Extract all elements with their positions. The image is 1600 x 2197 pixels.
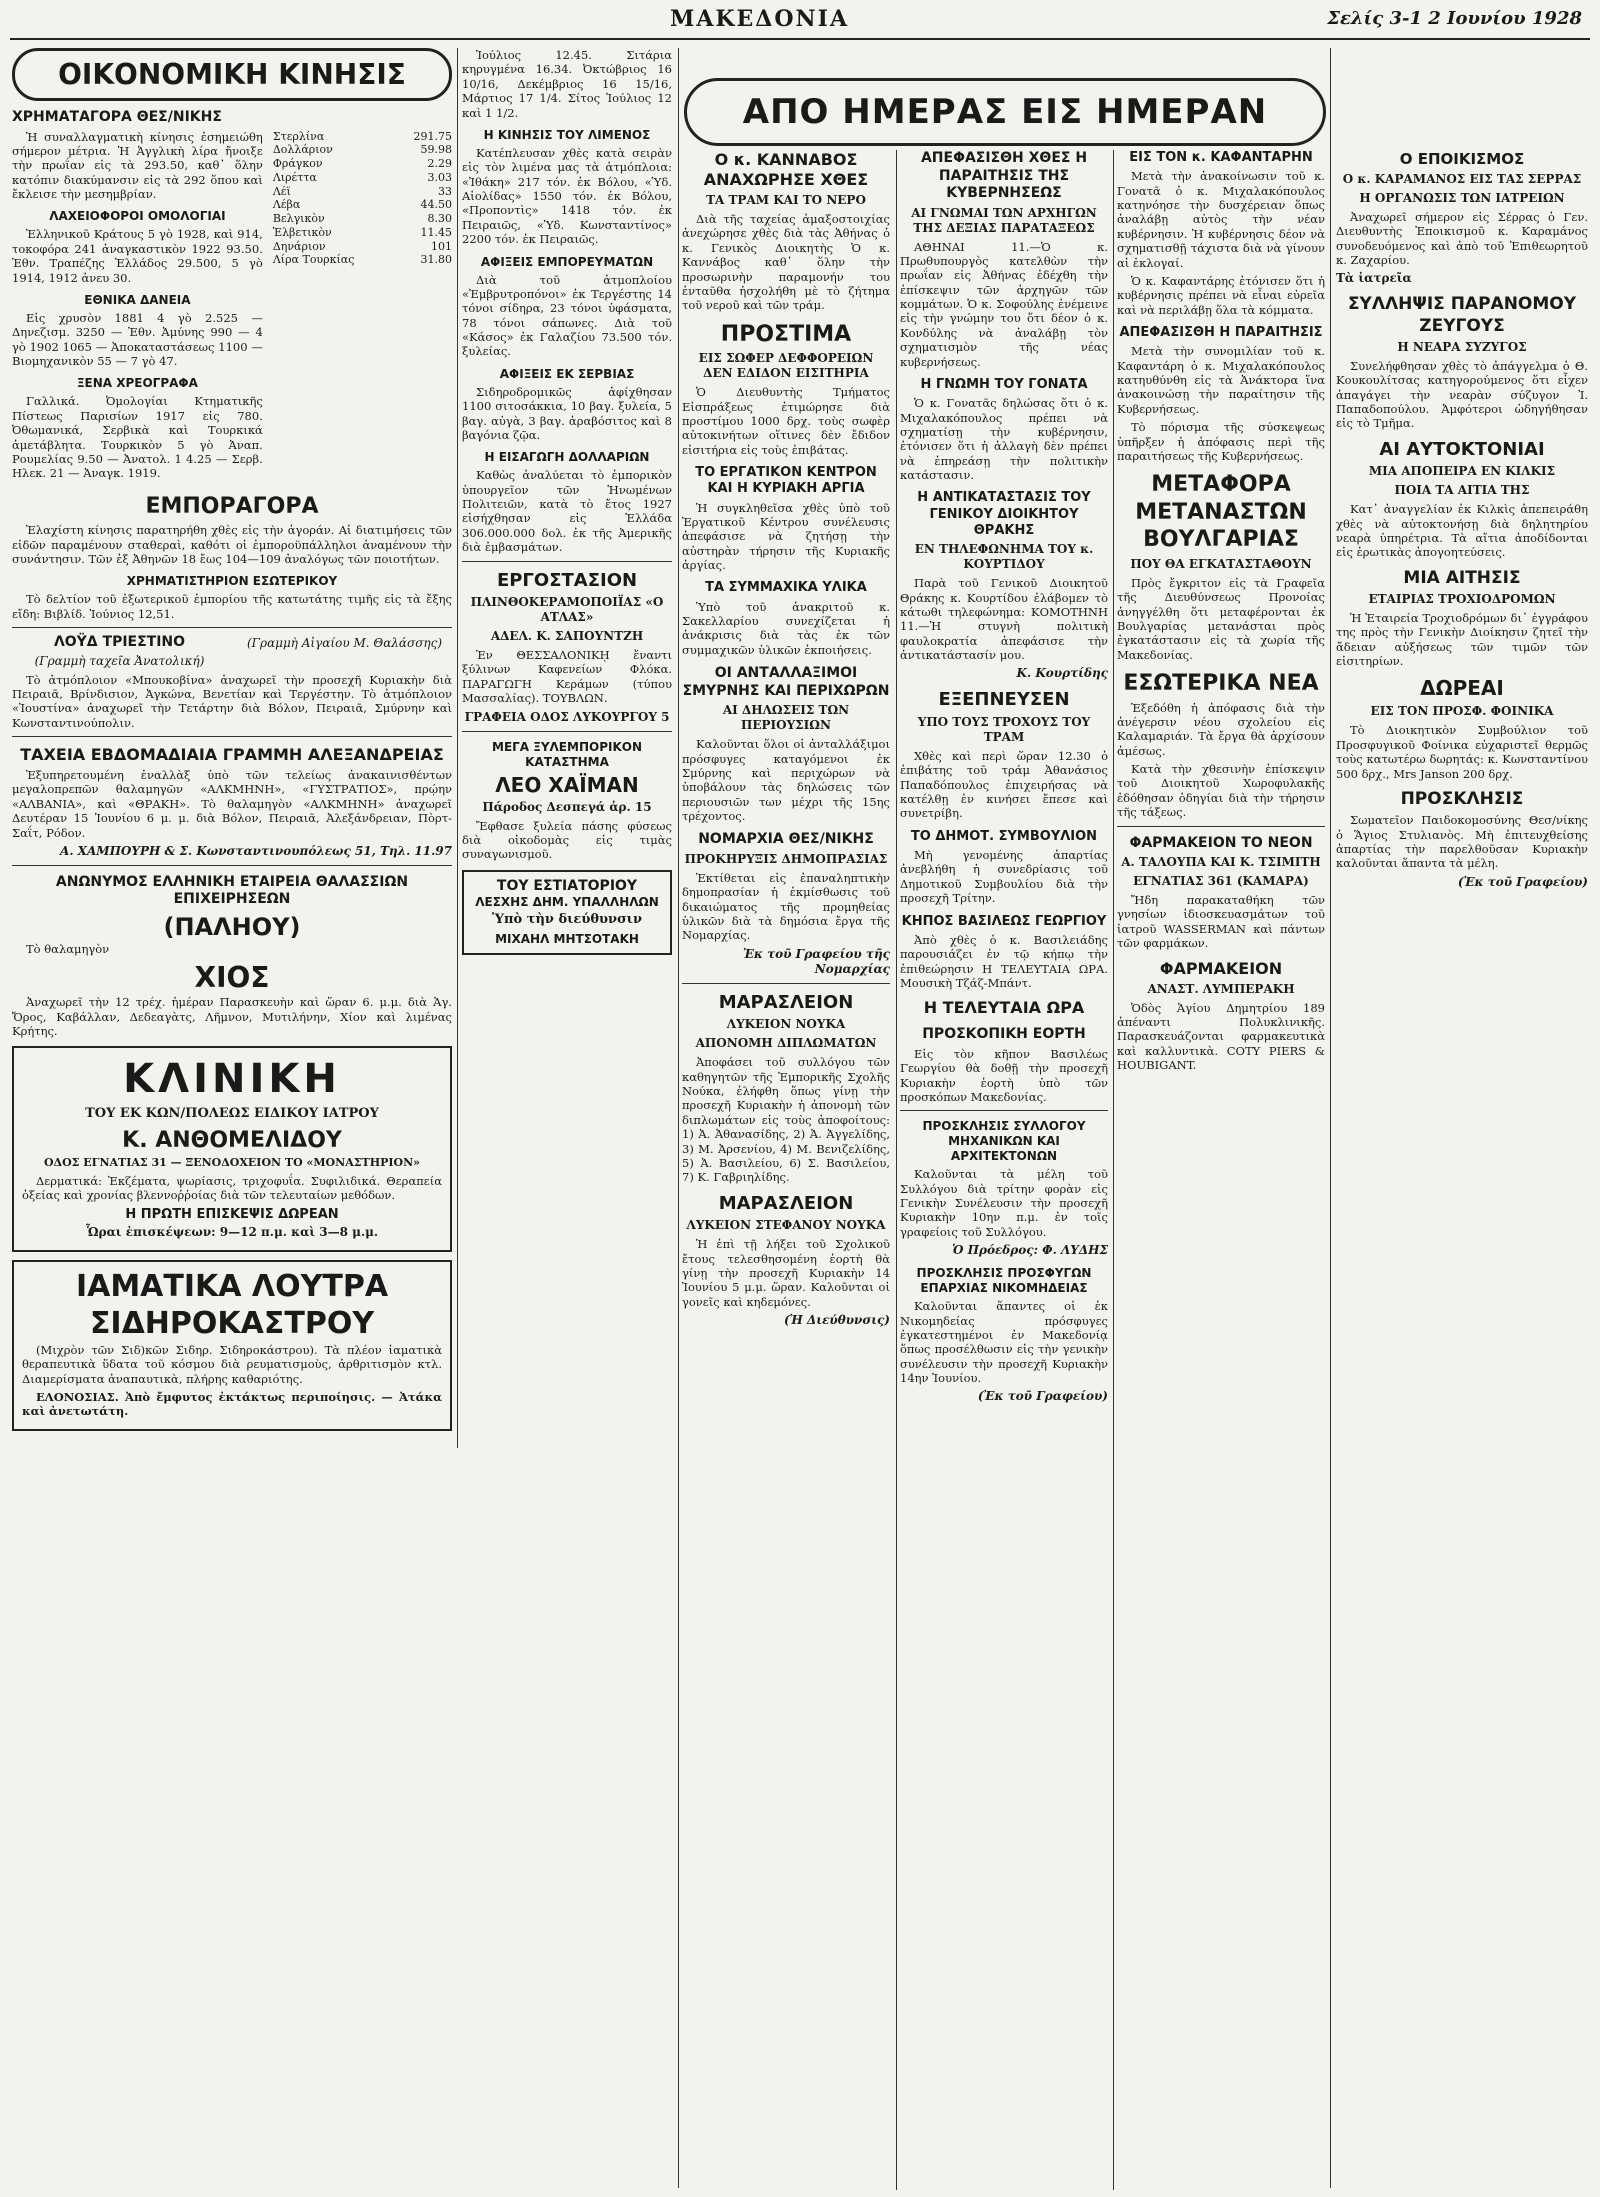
dollar-text: Καθὼς ἀναλύεται τὸ ἐμπορικὸν ὑπουργεῖον τῶν Ἡνωμένων Πολιτειῶν, κατὰ τὸ ἔτος 1927 εἰσήχθησαν εἰς Ἑλλάδα 306.000.000 δολ. ἐκ τῆς Ἀμερικῆς διὰ ἐμβασμάτων. bbox=[462, 468, 672, 555]
factory-title: ΕΡΓΟΣΤΑΣΙΟΝ bbox=[496, 569, 638, 591]
commerce-text: Ἐλαχίστη κίνησις παρατηρήθη χθὲς εἰς τὴν ἀγοράν. Αἱ διατιμήσεις τῶν εἰδῶν παραμένουν σταθεραὶ, καθότι οἱ ἐμποροϋπάλληλοι ἀναμένουν τὴν συνάντησιν. Τῶν ἐξ Ἀθηνῶν 18 ἔως 104—109 ἀναλόγως τῶν ποιοτήτων. bbox=[12, 523, 452, 566]
gonatas-text: Ὁ κ. Γονατᾶς δηλώσας ὅτι ὁ κ. Μιχαλακόπουλος πρέπει νὰ σχηματίσῃ τὴν κυβέρνησιν, ἐτόνισεν ὅτι ἡ ἀλλαγὴ δὲν πρέπει νὰ ἐπηρεάσῃ τὴν πολιτικὴν κατάστασιν. bbox=[900, 396, 1108, 482]
exchange-text: Τὸ δελτίον τοῦ ἐξωτερικοῦ ἐμπορίου τῆς κατωτάτης τιμῆς εἰς τὰ ἔξης εἴδη: Βιβλίδ. Ἰούνιος 12,51. bbox=[12, 592, 452, 621]
fine-title: ΠΡΟΣΤΙΜΑ bbox=[720, 321, 852, 347]
decide-text-2: Τὸ πόρισμα τῆς σύσκεψεως ὑπῆρξεν ἡ ἀπόφασις περὶ τῆς παραιτήσεως τῆς Κυβερνήσεως. bbox=[1117, 420, 1325, 463]
clinic-title: ΚΛΙΝΙΚΗ bbox=[123, 1056, 341, 1103]
masthead bbox=[10, 4, 1590, 40]
rate-row: Λέβα 44.50 bbox=[272, 198, 452, 212]
marasleion-text: Ἀποφάσει τοῦ συλλόγου τῶν καθηγητῶν τῆς Ἐμπορικῆς Σχολῆς Νούκα, ἐλήφθη ὅπως γίνῃ τὴν προσεχῆ Κυριακὴν ἡ ἀπονομὴ τῶν διπλωμάτων εἰς τοὺς ἀποφοίτους: 1) Ἀ. Ἀθανασίδης, 2) Ἀ. Ἀγγελίδης, 3) Μ. Ἀρσενίου, 4) Μ. Βενιζελίδης, 5) Ἀ. Βασιλείου, 6) Σ. Βασιλείου, 7) Κ. Γαβριηλίδης. bbox=[682, 1055, 890, 1185]
goods-title: ΑΦΙΞΕΙΣ ΕΜΠΟΡΕΥΜΑΤΩΝ bbox=[480, 254, 654, 269]
clinic-subtitle: ΤΟΥ ΕΚ ΚΩΝ/ΠΟΛΕΩΣ ΕΙΔΙΚΟΥ ΙΑΤΡΟΥ bbox=[85, 1106, 379, 1122]
column-city-news bbox=[682, 150, 890, 2190]
restaurant-text: Ὑπὸ τὴν διεύθυνσιν bbox=[492, 912, 642, 928]
refugee-text: Καλοῦνται ἅπαντες οἱ ἐκ Νικομηδείας πρόσφυγες ἐγκατεστημένοι ἐν Μακεδονίᾳ ὅπως προσέλθωσιν εἰς τὴν γενικὴν συνέλευσιν τὴν προσεχῆ Κυριακὴν 14ην Ἰουνίου. bbox=[900, 1299, 1108, 1385]
rate-row: Λιρέττα 3.03 bbox=[272, 170, 452, 184]
fall-text: Χθὲς καὶ περὶ ὥραν 12.30 ὁ ἐπιβάτης τοῦ τράμ Ἀθανάσιος Παπαδόπουλος ἐπιχειρήσας νὰ κατέλθῃ ἐν κινήσει ἔπεσε καὶ συνετρίβη. bbox=[900, 748, 1108, 821]
ship-label: Τὸ θαλαμηγὸν bbox=[26, 941, 110, 956]
foreign-title: ΞΕΝΑ ΧΡΕΟΓΡΑΦΑ bbox=[76, 376, 198, 391]
lloyd-title: ΛΟΫΔ ΤΡΙΕΣΤΙΝΟ bbox=[53, 634, 186, 650]
invite-text: Καλοῦνται τὰ μέλη τοῦ Συλλόγου διὰ τρίτην φορὰν εἰς Γενικὴν Συνέλευσιν τὴν προσεχῆ Κυριακὴν 10ην π.μ. ἐν τοῖς γραφείοις τοῦ Συλλόγου. bbox=[900, 1167, 1108, 1239]
factory-subtitle: ΠΛΙΝΘΟΚΕΡΑΜΟΠΟΙΪΑΣ «Ο ΑΤΛΑΣ» bbox=[470, 595, 664, 624]
dollar-title: Η ΕΙΣΑΓΩΓΗ ΔΟΛΛΑΡΙΩΝ bbox=[484, 450, 650, 465]
suicide-text: Κατ᾽ ἀναγγελίαν ἐκ Κιλκὶς ἀπεπειράθη χθὲς νὰ αὐτοκτονήσῃ διὰ δηλητηρίου νεαρὰ ὑπηρέτρια. Τὰ αἴτια ἀποδίδονται εἰς ἐρωτικὰς ἀπογοητεύσεις. bbox=[1336, 502, 1588, 560]
factory-text: Ἐν ΘΕΣΣΑΛΟΝΙΚῌ ἔναντι ξύλινων Καφενείων Φλόκα. ΠΑΡΑΓΩΓΗ Κεράμων (τύπου Μασσαλίας). ΤΟΥΒΛΩΝ. bbox=[462, 648, 672, 706]
kafantaris-text: Μετὰ τὴν ἀνακοίνωσιν τοῦ κ. Γονατᾶ ὁ κ. Μιχαλακόπουλος κατηνόησε τὴν δυσχέρειαν ὅπως ἀναλάβῃ αὐτὸς τὴν νέαν κυβέρνησιν. Ἡ κυβέρνησις δέον νὰ σχηματισθῇ τάχιστα διὰ νὰ γίνουν αἱ ἐκλογαί. bbox=[1117, 169, 1325, 270]
fine-subtitle: ΕΙΣ ΣΩΦΕΡ ΔΕΦΦΟΡΕΙΩΝ ΔΕΝ ΕΔΙΔΟΝ ΕΙΣΙΤΗΡΙΑ bbox=[698, 351, 874, 381]
markets-title: ΧΡΗΜΑΤΑΓΟΡΑ ΘΕΣ/ΝΙΚΗΣ bbox=[12, 109, 222, 125]
clinic-free: Η ΠΡΩΤΗ ΕΠΙΣΚΕΨΙΣ ΔΩΡΕΑΝ bbox=[125, 1206, 339, 1222]
arrest-text: Συνελήφθησαν χθὲς τὸ ἀπάγγελμα ὁ Θ. Κουκουλίτσας κατηγορούμενος ὅτι εἶχεν ἀπαγάγει τὴν νεαρὰν σύζυγον Ἰ. Παπαδοπούλου. Ἀμφότεροι ὡδηγήθησαν εἰς τὸ Τμῆμα. bbox=[1336, 358, 1588, 431]
column-government bbox=[1117, 150, 1325, 2190]
baths-text: (Μιχρὸν τῶν Σιδ)κῶν Σιδηρ. Σιδηροκάστρου). Τὰ πλέον ἰαματικὰ θεραπευτικὰ ὕδατα τοῦ κόσμου διὰ ρευματισμοὺς, ἀρθριτισμὸν κτλ. Διαμερίσματα ἀναπαυτικὰ, πλήρης καθαριότης. bbox=[22, 1342, 442, 1386]
foreign-text: Γαλλικά. Ὀμολογίαι Κτηματικῆς Πίστεως Παρισίων 1917 εἰς 780. Ὀθωμανικά, Σερβικὰ καὶ Τουρκικά ἀμετάβλητα. Τουρκικὸν 5 γὸ Ἀναπ. Ρουμελίας 9.50 — Ἀνατολ. 1 4.25 — Σερβ. Ηλεκ. 21 — Ἀναγκ. 1919. bbox=[12, 394, 263, 481]
rate-row: Βελγικὸν 8.30 bbox=[272, 212, 452, 225]
exchange-refugees-title: ΟΙ ΑΝΤΑΛΛΑΞΙΜΟΙ ΣΜΥΡΝΗΣ ΚΑΙ ΠΕΡΙΧΩΡΩΝ bbox=[682, 665, 890, 699]
settlement-subtitle-2: Η ΟΡΓΑΝΩΣΙΣ ΤΩΝ ΙΑΤΡΕΙΩΝ bbox=[1359, 190, 1565, 205]
kafantaris-text-2: Ὁ κ. Καφαντάρης ἐτόνισεν ὅτι ἡ κυβέρνησις πρέπει νὰ εἶναι εὐρεῖα καὶ νὰ περιλάβῃ ὅλα τὰ κόμματα. bbox=[1117, 273, 1325, 317]
express-title: ΤΑΧΕΙΑ ΕΒΔΟΜΑΔΙΑΙΑ ΓΡΑΜΜΗ ΑΛΕΞΑΝΔΡΕΙΑΣ bbox=[20, 745, 444, 764]
shop-name: ΛΕΟ ΧΑΪΜΑΝ bbox=[495, 772, 639, 797]
clinic-text: Δερματικά: Ἐκζέματα, ψωρίασις, τριχοφυΐα. Συφιλιδικά. Θεραπεία ὀξείας καὶ χρονίας βλεννοῤῥοίας διὰ τῶν τελευταίων μεθόδων. bbox=[22, 1173, 442, 1203]
rate-row: Δολλάριον 59.98 bbox=[272, 143, 452, 157]
move-title: ΜΕΤΑΦΟΡΑ ΜΕΤΑΝΑΣΤΩΝ ΒΟΥΛΓΑΡΙΑΣ bbox=[1135, 472, 1307, 553]
rate-row: Ἑλβετικὸν 11.45 bbox=[272, 225, 452, 239]
kannavos-text: Διὰ τῆς ταχείας ἀμαξοστοιχίας ἀνεχώρησε χθὲς διὰ τὰς Ἀθήνας ὁ κ. Γενικὸς Διοικητὴς Ὁ κ. Καννάβος καθ᾽ ὅλην τὴν προσωρινὴν παραμονήν του ἐνταῦθα ἠσχολήθη μὲ τὸ ζήτημα τοῦ νεροῦ καὶ τῶν τράμ. bbox=[682, 212, 890, 313]
ship-name: ΧΙΟΣ bbox=[194, 961, 270, 995]
factory-footer: ΓΡΑΦΕΙΑ ΟΔΟΣ ΛΥΚΟΥΡΓΟΥ 5 bbox=[464, 709, 670, 724]
prefecture-signature: Ἐκ τοῦ Γραφείου τῆς Νομαρχίας bbox=[742, 946, 890, 976]
settlement-note: Τὰ ἰατρεῖα bbox=[1336, 271, 1412, 286]
clinic-address: ΟΔΟΣ ΕΓΝΑΤΙΑΣ 31 — ΞΕΝΟΔΟΧΕΙΟΝ ΤΟ «ΜΟΝΑΣΤΗΡΙΟΝ» bbox=[43, 1156, 421, 1170]
exchange-refugees-text: Καλοῦνται ὅλοι οἱ ἀνταλλάξιμοι πρόσφυγες καταγόμενοι ἐκ Σμύρνης καὶ περιχώρων νὰ ὑποβάλουν τὰς δηλώσεις τῶν περιουσιῶν των μέχρι τῆς 15ης τρέχοντος. bbox=[682, 737, 890, 823]
company-title: ΑΝΩΝΥΜΟΣ ΕΛΛΗΝΙΚΗ ΕΤΑΙΡΕΙΑ ΘΑΛΑΣΣΙΩΝ ΕΠΙΧΕΙΡΗΣΕΩΝ bbox=[55, 873, 409, 908]
ally-text: Ὑπὸ τοῦ ἀνακριτοῦ κ. Σακελλαρίου συνεχίζεται ἡ ἀνάκρισις διὰ τὰς ἐκ τῶν συμμαχικῶν ὑλικῶν ἐκποιήσεις. bbox=[682, 599, 890, 657]
pharmacy1-title: ΦΑΡΜΑΚΕΙΟΝ ΤΟ ΝΕΟΝ bbox=[1129, 834, 1313, 851]
garden-title: ΚΗΠΟΣ ΒΑΣΙΛΕΩΣ ΓΕΩΡΓΙΟΥ bbox=[901, 913, 1107, 929]
council-title: ΤΟ ΔΗΜΟΤ. ΣΥΜΒΟΥΛΙΟΝ bbox=[910, 828, 1098, 844]
section-title: ΟΙΚΟΝΟΜΙΚΗ ΚΙΝΗΣΙΣ bbox=[12, 48, 452, 101]
company-sub: (ΠΑΛΗΟΥ) bbox=[163, 912, 301, 941]
express-text: Ἐξυπηρετουμένη ἐναλλὰξ ὑπὸ τῶν τελείως ἀνακαινισθέντων μεγαλοπρεπῶν θαλαμηγῶν «ΑΛΚΜΗΝΗ», «ΓΥΣΤΡΑΤΙΟΣ», πρῴην «ΑΛΒΑΝΙΑ», καὶ «ΘΡΑΚΗ». Τὸ θαλαμηγὸν «ΑΛΚΜΗΝΗ» ἀναχωρεῖ Δευτέραν 15 Ἰουνίου 6 μ. μ. διὰ Βόλον, Πειραιᾶ, Ἀλεξάνδρειαν, Πὸρτ-Σαΐτ, Ρόδον. bbox=[12, 768, 452, 840]
pharmacy2-name: ΑΝΑΣΤ. ΛΥΜΠΕΡΑΚΗ bbox=[1147, 981, 1295, 996]
column-economic bbox=[12, 48, 452, 2188]
lloyd-right-sub: (Γραμμὴ Αἰγαίου Μ. Θαλάσσης) bbox=[247, 636, 442, 650]
bonds-title: ΛΑΧΕΙΟΦΟΡΟΙ ΟΜΟΛΟΓΙΑΙ bbox=[49, 209, 226, 224]
rate-row: Φράγκον 2.29 bbox=[272, 157, 452, 170]
clinic-doctor: Κ. ΑΝΘΟΜΕΛΙΔΟΥ bbox=[122, 1127, 342, 1153]
factory-names: ΑΔΕΛ. Κ. ΣΑΠΟΥΝΤΖΗ bbox=[490, 629, 644, 643]
kannavos-title: Ο κ. ΚΑΝΝΑΒΟΣ ΑΝΑΧΩΡΗΣΕ ΧΘΕΣ bbox=[703, 150, 869, 189]
column-rule bbox=[457, 48, 458, 1448]
serbia-text: Σιδηροδρομικῶς ἀφίχθησαν 1100 σιτοσάκκια, 10 βαγ. ξυλεία, 5 βαγ. αὐγὰ, 3 βαγ. ἀραβόσιτος καὶ 8 βαγόνια ζῷα. bbox=[462, 384, 672, 442]
serbia-title: ΑΦΙΞΕΙΣ ΕΚ ΣΕΡΒΙΑΣ bbox=[499, 366, 635, 381]
invite-title: ΠΡΟΣΚΛΗΣΙΣ ΣΥΛΛΟΓΟΥ ΜΗΧΑΝΙΚΩΝ ΚΑΙ ΑΡΧΙΤΕΚΤΟΝΩΝ bbox=[922, 1119, 1086, 1164]
baths-ad bbox=[12, 1260, 452, 1431]
marasleion2-text: Ἡ ἐπὶ τῇ λήξει τοῦ Σχολικοῦ ἔτους τελεσθησομένη ἑορτὴ θὰ γίνῃ τὴν προσεχῆ Κυριακὴν 14 Ἰουνίου 5 μ.μ. ὥραν. Καλοῦνται οἱ γονεῖς καὶ κηδεμόνες. bbox=[682, 1237, 890, 1309]
settlement-subtitle: Ο κ. ΚΑΡΑΜΑΝΟΣ ΕΙΣ ΤΑΣ ΣΕΡΡΑΣ bbox=[1342, 171, 1582, 186]
prefecture-subtitle: ΠΡΟΚΗΡΥΞΙΣ ΔΗΜΟΠΡΑΣΙΑΣ bbox=[684, 851, 888, 866]
fall-subtitle: ΥΠΟ ΤΟΥΣ ΤΡΟΧΟΥΣ ΤΟΥ ΤΡΑΜ bbox=[917, 714, 1091, 744]
fine-text: Ὁ Διευθυντὴς Τμήματος Εἰσπράξεως ἐτιμώρησε διὰ προστίμου 1000 δρχ. τοὺς σωφὲρ αὐτοκινήτων οἵτινες δὲν ἔδιδον εἰσιτήρια εἰς τοὺς ἐπιβάτας. bbox=[682, 385, 890, 457]
port-text: Κατέπλευσαν χθὲς κατὰ σειρὰν εἰς τὸν λιμένα μας τὰ ἀτμόπλοια: «Ἰθάκη» 217 τόν. ἐκ Βόλου, «Ὑδ. Αἰολίδας» 1550 τόν. ἐκ Βόλου, «Προποντὶς» 1418 τόν. ἐκ Πειραιῶς, «Ὑδ. Κωνσταντίνος» 2200 τόν. ἐκ Πειραιῶς. bbox=[462, 145, 672, 247]
fall-title: ΕΞΕΠΝΕΥΣΕΝ bbox=[938, 689, 1070, 711]
pharmacy2-title: ΦΑΡΜΑΚΕΙΟΝ bbox=[1159, 958, 1283, 978]
arrest-subtitle: Η ΝΕΑΡΑ ΣΥΖΥΓΟΣ bbox=[1397, 339, 1527, 354]
restaurant-title: ΤΟΥ ΕΣΤΙΑΤΟΡΙΟΥ bbox=[496, 877, 638, 894]
refugee-title: ΠΡΟΣΚΛΗΣΙΣ ΠΡΟΣΦΥΓΩΝ ΕΠΑΡΧΙΑΣ ΝΙΚΟΜΗΔΕΙΑΣ bbox=[916, 1266, 1092, 1296]
internal-title: ΕΣΩΤΕΡΙΚΑ ΝΕΑ bbox=[1123, 671, 1319, 696]
column-rule bbox=[1330, 48, 1331, 2188]
invitation-title: ΠΡΟΣΚΛΗΣΙΣ bbox=[1400, 788, 1524, 809]
rate-row: Στερλίνα 291.75 bbox=[272, 129, 452, 143]
clinic-ad bbox=[12, 1046, 452, 1252]
invite-signature: Ὁ Πρόεδρος: Φ. ΛΥΔΗΣ bbox=[952, 1243, 1108, 1258]
page-date: Σελίς 3-1 2 Ιουνίου 1928 bbox=[1327, 8, 1582, 29]
loans-title: ΕΘΝΙΚΑ ΔΑΝΕΙΑ bbox=[84, 292, 191, 307]
prefecture-title: ΝΟΜΑΡΧΙΑ ΘΕΣ/ΝΙΚΗΣ bbox=[698, 831, 874, 848]
gonatas-title: Η ΓΝΩΜΗ ΤΟΥ ΓΟΝΑΤΑ bbox=[920, 376, 1088, 392]
bonds-text: Ἐλληνικοῦ Κράτους 5 γὸ 1928, καὶ 914, τοκοφόρα 241 ἀναγκαστικὸν 1922 93.50. Ἐθν. Τραπέζης Ἑλλάδος 29.500, 5 γὸ 1914, 1912 ἀνευ 30. bbox=[12, 227, 263, 285]
column-politics bbox=[900, 150, 1108, 2190]
express-signature: Α. ΧΑΜΠΟΥΡΗ & Σ. Κωνσταντινουπόλεως 51, Τηλ. 11.97 bbox=[60, 843, 452, 858]
baths-title: ΙΑΜΑΤΙΚΑ ΛΟΥΤΡΑ bbox=[75, 1268, 389, 1304]
arrest-title: ΣΥΛΛΗΨΙΣ ΠΑΡΑΝΟΜΟΥ ΖΕΥΓΟΥΣ bbox=[1347, 294, 1577, 336]
rate-row: Λέϊ 33 bbox=[272, 184, 452, 198]
request-subtitle: ΕΤΑΙΡΙΑΣ ΤΡΟΧΙΟΔΡΟΜΩΝ bbox=[1368, 591, 1556, 606]
lloyd-text: Τὸ ἀτμόπλοιον «Μπουκοβίνα» ἀναχωρεῖ τὴν προσεχῆ Κυριακὴν διὰ Πειραιᾶ, Βρίνδισιον, Ἀγκώνα, Βενετίαν καὶ Τεργέστην. Τὸ ἀτμόπλοιον «Ἰουστίνα» ἀναχωρεῖ τὴν Τετάρτην διὰ Βόλον, Πειραιᾶ, Σμύρνην καὶ Κωνσταντινούπολιν. bbox=[12, 672, 452, 730]
suicide-subtitle: ΜΙΑ ΑΠΟΠΕΙΡΑ ΕΝ ΚΙΛΚΙΣ bbox=[1368, 464, 1556, 479]
ship-text: Ἀναχωρεῖ τὴν 12 τρέχ. ἡμέραν Παρασκευὴν καὶ ὥραν 6. μ.μ. διὰ Ἁγ. Ὄρος, Καβάλλαν, Δεδεαγὰτς, Λῆμνον, Μυτιλήνην, Χίον καὶ λιμένας Κρήτης. bbox=[12, 995, 452, 1038]
labor-title: ΤΟ ΕΡΓΑΤΙΚΟΝ ΚΕΝΤΡΟΝ ΚΑΙ Η ΚΥΡΙΑΚΗ ΑΡΓΙΑ bbox=[695, 465, 877, 497]
replace-subtitle: ΕΝ ΤΗΛΕΦΩΝΗΜΑ ΤΟΥ κ. ΚΟΥΡΤΙΔΟΥ bbox=[914, 542, 1094, 572]
decide-title: ΑΠΕΦΑΣΙΣΘΗ Η ΠΑΡΑΙΤΗΣΙΣ bbox=[1119, 325, 1323, 340]
marasleion-heading: ΑΠΟΝΟΜΗ ΔΙΠΛΩΜΑΤΩΝ bbox=[695, 1036, 877, 1051]
gift-text: Τὸ Διοικητικὸν Συμβούλιον τοῦ Προσφυγικοῦ Φοίνικα εὐχαριστεῖ θερμῶς τοὺς κατωτέρω δωρητάς: κ. Κωνσταντίνου 500 δρχ., Mrs Janson 200 δρχ. bbox=[1336, 723, 1588, 781]
internal-text-2: Κατὰ τὴν χθεσινὴν ἐπίσκεψιν τοῦ Διοικητοῦ Χωροφυλακῆς ἐδόθησαν ὁδηγίαι διὰ τὴν τήρησιν τῆς τάξεως. bbox=[1117, 762, 1325, 820]
replace-title: Η ΑΝΤΙΚΑΤΑΣΤΑΣΙΣ ΤΟΥ ΓΕΝΙΚΟΥ ΔΙΟΙΚΗΤΟΥ ΘΡΑΚΗΣ bbox=[917, 490, 1091, 538]
loans-text: Εἰς χρυσὸν 1881 4 γὸ 2.525 — Δηνεζισμ. 3250 — Ἐθν. Ἀμύνης 990 — 4 γὸ 1902 1065 — Ἀποκαταστάσεως 1100 — Βιομηχανικὸν 55 — 7 γὸ 47. bbox=[12, 310, 263, 368]
council-text: Μὴ γενομένης ἀπαρτίας ἀνεβλήθη ἡ συνεδρίασις τοῦ Δημοτικοῦ Συμβουλίου διὰ τὴν προσεχῆ Τρίτην. bbox=[900, 848, 1108, 906]
resign-title: ΑΠΕΦΑΣΙΣΘΗ ΧΘΕΣ Η ΠΑΡΑΙΤΗΣΙΣ ΤΗΣ ΚΥΒΕΡΝΗΣΕΩΣ bbox=[920, 150, 1088, 201]
invitation-signature: (Ἐκ τοῦ Γραφείου) bbox=[1457, 874, 1588, 889]
pharmacy1-text: Ἤδη παρακαταθήκη τῶν γνησίων ἰδιοσκευασμάτων τοῦ ἰατροῦ WASSERMAN καὶ πάντων τῶν φαρμάκων. bbox=[1117, 893, 1325, 951]
rates-list bbox=[273, 130, 452, 485]
exchange-title: ΧΡΗΜΑΤΙΣΤΗΡΙΟΝ ΕΣΩΤΕΡΙΚΟΥ bbox=[126, 574, 338, 589]
marasleion-subtitle: ΛΥΚΕΙΟΝ ΝΟΥΚΑ bbox=[726, 1017, 846, 1032]
gift-subtitle: ΕΙΣ ΤΟΝ ΠΡΟΣΦ. ΦΟΙΝΙΚΑ bbox=[1370, 704, 1554, 719]
markets-intro: Ἡ συναλλαγματικὴ κίνησις ἐσημειώθη σήμερον μέτρια. Ἡ Ἀγγλικὴ λίρα ἤνοιξε τὴν πρωΐαν εἰς τὰ 293.50, καθ᾽ ὅλην κατόπιν διακύμανσιν εἰς τὰ 292 ὅπου καὶ ἔκλεισε τὴν μεσημβρίαν. bbox=[12, 129, 263, 201]
decide-text: Μετὰ τὴν συνομιλίαν τοῦ κ. Καφαντάρη ὁ κ. Μιχαλακόπουλος κατηυθύνθη εἰς τὰ Ἀνάκτορα ἵνα ἀνακοινώσῃ τὴν παραίτησιν τῆς Κυβερνήσεως. bbox=[1117, 344, 1325, 416]
marasleion-title: ΜΑΡΑΣΛΕΙΟΝ bbox=[718, 991, 854, 1013]
lloyd-left-sub: (Γραμμὴ ταχεῖα Ἀνατολική) bbox=[34, 653, 205, 668]
settlement-title: Ο ΕΠΟΙΚΙΣΜΟΣ bbox=[1399, 150, 1525, 168]
column-rule bbox=[896, 150, 897, 2190]
newspaper-name: ΜΑΚΕΔΟΝΙΑ bbox=[670, 6, 850, 32]
refugee-signature: (Ἐκ τοῦ Γραφείου) bbox=[977, 1389, 1108, 1404]
restaurant-ad bbox=[462, 870, 672, 956]
marasleion2-signature: (Ἡ Διεύθυνσις) bbox=[783, 1313, 890, 1327]
suicide-subtitle-2: ΠΟΙΑ ΤΑ ΑΙΤΙΑ ΤΗΣ bbox=[1394, 483, 1530, 498]
move-text: Πρὸς ἔγκριτον εἰς τὰ Γραφεῖα τῆς Διευθύνσεως Προνοίας ἀνηγγέλθη ὅτι μεταφέρονται ἐκ Βουλγαρίας μετανάσται πρὸς ἐγκατάστασιν εἰς τὰ χωρία τῆς Μακεδονίας. bbox=[1117, 575, 1325, 662]
pharmacy1-address: ΕΓΝΑΤΙΑΣ 361 (ΚΑΜΑΡΑ) bbox=[1133, 874, 1309, 888]
column-rule bbox=[678, 48, 679, 2188]
internal-text: Ἐξεδόθη ἡ ἀπόφασις διὰ τὴν ἀνέγερσιν νέου σχολείου εἰς Καλαμαριάν. Τὰ ἔργα θὰ ἀρχίσουν ἀμέσως. bbox=[1117, 700, 1325, 758]
shop-address: Πάροδος Δεσπεγά ἀρ. 15 bbox=[482, 799, 652, 814]
restaurant-owner: ΜΙΧΑΗΛ ΜΗΤΣΟΤΑΚΗ bbox=[495, 932, 639, 947]
prefecture-text: Ἐκτίθεται εἰς ἐπαναληπτικὴν δημοπρασίαν ἡ ἐκμίσθωσις τοῦ δικαιώματος τῆς προμηθείας ὑλικῶν διὰ τὰ δημόσια ἔργα τῆς Νομαρχίας. bbox=[682, 870, 890, 943]
scout-title: ΠΡΟΣΚΟΠΙΚΗ ΕΟΡΤΗ bbox=[922, 1026, 1086, 1043]
gift-title: ΔΩΡΕΑΙ bbox=[1420, 676, 1504, 701]
exchange-refugees-subtitle: ΑΙ ΔΗΛΩΣΕΙΣ ΤΩΝ ΠΕΡΙΟΥΣΙΩΝ bbox=[722, 703, 850, 733]
section-banner: ΑΠΟ ΗΜΕΡΑΣ ΕΙΣ ΗΜΕΡΑΝ bbox=[684, 78, 1326, 146]
marasleion2-title: ΜΑΡΑΣΛΕΙΟΝ bbox=[718, 1192, 854, 1214]
request-text: Ἡ Ἑταιρεία Τροχιοδρόμων δι᾽ ἐγγράφου της πρὸς τὴν Γενικὴν Διοίκησιν ζητεῖ τὴν ἄδειαν αὐξήσεως τῶν τιμῶν τῶν εἰσιτηρίων. bbox=[1336, 610, 1588, 668]
rate-row: Δηνάριον 101 bbox=[272, 239, 452, 253]
suicide-title: ΑΙ ΑΥΤΟΚΤΟΝΙΑΙ bbox=[1379, 438, 1545, 460]
garden-text: Ἀπὸ χθὲς ὁ κ. Βασιλειάδης παρουσιάζει ἐν τῷ κήπῳ τὴν ἐπιθεώρησιν Η ΤΕΛΕΥΤΑΙΑ ΩΡΑ. Μουσικὴ Τζάζ-Μπάντ. bbox=[900, 932, 1108, 990]
ally-title: ΤΑ ΣΥΜΜΑΧΙΚΑ ΥΛΙΚΑ bbox=[705, 580, 867, 596]
resign-subtitle: ΑΙ ΓΝΩΜΑΙ ΤΩΝ ΑΡΧΗΓΩΝ ΤΗΣ ΔΕΞΙΑΣ ΠΑΡΑΤΑΞΕΩΣ bbox=[911, 205, 1097, 235]
settlement-text: Ἀναχωρεῖ σήμερον εἰς Σέρρας ὁ Γεν. Διευθυντὴς Ἐποικισμοῦ κ. Καραμάνος συνοδευόμενος καὶ ἀπὸ τοῦ Ἐπιθεωρητοῦ κ. Ζαχαρίου. bbox=[1336, 209, 1588, 267]
rate-row: Λίρα Τουρκίας 31.80 bbox=[272, 253, 452, 267]
restaurant-subtitle: ΛΕΣΧΗΣ ΔΗΜ. ΥΠΑΛΛΗΛΩΝ bbox=[475, 895, 659, 910]
labor-text: Ἡ συγκληθεῖσα χθὲς ὑπὸ τοῦ Ἐργατικοῦ Κέντρου συνέλευσις ἀπεφάσισε νὰ ζητήσῃ τὴν αὐστηρὰν τήρησιν τῆς Κυριακῆς ἀργίας. bbox=[682, 500, 890, 572]
kannavos-subtitle: ΤΑ ΤΡΑΜ ΚΑΙ ΤΟ ΝΕΡΟ bbox=[706, 193, 866, 207]
commerce-title: ΕΜΠΟΡΑΓΟΡΑ bbox=[145, 493, 319, 519]
shop-title: ΜΕΓΑ ΞΥΛΕΜΠΟΡΙΚΟΝ ΚΑΤΑΣΤΗΜΑ bbox=[492, 739, 642, 769]
replace-text: Παρὰ τοῦ Γενικοῦ Διοικητοῦ Θράκης κ. Κουρτίδου ἐλάβομεν τὸ κάτωθι τηλεφώνημα: ΚΟΜΟΤΗΝΗ 11.—Ἡ στυγνὴ πολιτικὴ φαυλοκρατία ἀπεφάσισε τὴν ἀντικατάστασίν μου. bbox=[900, 576, 1108, 662]
baths-name: ΣΙΔΗΡΟΚΑΣΤΡΟΥ bbox=[89, 1306, 375, 1342]
scout-text: Εἰς τὸν κῆπον Βασιλέως Γεωργίου θὰ δοθῇ τὴν προσεχῆ Κυριακὴν ἑορτὴ ὑπὸ τῶν προσκόπων Μακεδονίας. bbox=[900, 1046, 1108, 1104]
baths-footer: ΕΛΟΝΟΣΙΑΣ. Ἀπὸ ἔμφυτος ἐκτάκτως περιποίησις. — Ἀτάκα καὶ ἀνετωτάτη. bbox=[22, 1390, 442, 1419]
resign-text: ΑΘΗΝΑΙ 11.—Ὁ κ. Πρωθυπουργὸς κατελθὼν τὴν πρωΐαν εἰς Ἀθήνας ἐδέχθη τὴν ἐπίσκεψιν τῶν ἀρχηγῶν τῶν κομμάτων. Ὁ κ. Σοφούλης ἐνέμεινε εἰς τὴν γνώμην του ὅτι δέον ὁ κ. Κονδύλης νὰ ἀναλάβῃ τὸν σχηματισμὸν τῆς νέας κυβερνήσεως. bbox=[900, 239, 1108, 369]
column-right bbox=[1336, 150, 1588, 2190]
column-rule bbox=[1113, 150, 1114, 2190]
clinic-hours: Ὧραι ἐπισκέψεων: 9—12 π.μ. καὶ 3—8 μ.μ. bbox=[85, 1224, 379, 1239]
goods-text: Διὰ τοῦ ἀτμοπλοίου «Ἐμβρυτροπόνοι» ἐκ Τεργέστης 14 τόνοι σίδηρα, 23 τόνοι ὑφάσματα, 78 τόνοι σάπωνες. Διὰ τοῦ «Κάσος» ἐκ Γαλαζίου 73.500 τόν. ξυλείας. bbox=[462, 272, 672, 359]
marasleion2-subtitle: ΛΥΚΕΙΟΝ ΣΤΕΦΑΝΟΥ ΝΟΥΚΑ bbox=[686, 1218, 886, 1233]
pharmacy2-text: Ὁδὸς Ἁγίου Δημητρίου 189 ἀπέναντι Πολυκλινικῆς. Παρασκευάζονται φαρμακευτικὰ καὶ καλλυντικὰ. COTY PIERS & HOUBIGANT. bbox=[1117, 1000, 1325, 1072]
pharmacy1-names: Α. ΤΑΛΟΥΠΑ ΚΑΙ Κ. ΤΣΙΜΙΤΗ bbox=[1121, 855, 1321, 869]
garden-show: Η ΤΕΛΕΥΤΑΙΑ ΩΡΑ bbox=[923, 998, 1085, 1018]
shop-text: Ἔφθασε ξυλεία πάσης φύσεως διὰ οἰκοδομὰς εἰς τιμὰς συναγωνισμοῦ. bbox=[462, 818, 672, 862]
column-notices bbox=[462, 48, 672, 2188]
port-title: Η ΚΙΝΗΣΙΣ ΤΟΥ ΛΙΜΕΝΟΣ bbox=[483, 127, 651, 142]
request-title: ΜΙΑ ΑΙΤΗΣΙΣ bbox=[1403, 567, 1521, 588]
kafantaris-title: ΕΙΣ ΤΟΝ κ. ΚΑΦΑΝΤΑΡΗΝ bbox=[1129, 150, 1313, 165]
invitation-text: Σωματεῖον Παιδοκομοσύνης Θεσ/νίκης ὁ Ἅγιος Στυλιανὸς. Μὴ ἐπιτευχθείσης ἀπαρτίας τὴν παρελθοῦσαν Κυριακὴν καλοῦνται ἅπαντα τὰ μέλη. bbox=[1336, 813, 1588, 871]
replace-signature: Κ. Κουρτίδης bbox=[1016, 666, 1108, 681]
move-subtitle: ΠΟΥ ΘΑ ΕΓΚΑΤΑΣΤΑΘΟΥΝ bbox=[1130, 556, 1312, 571]
grain-text: Ἰούλιος 12.45. Σιτάρια κηρυγμένα 16.34. Ὀκτώβριος 16 10/16, Δεκέμβριος 16 15/16, Μάρτιος 17 1/4. Σίτος Ἰούλιος 12 καὶ 1 1/2. bbox=[462, 48, 672, 120]
